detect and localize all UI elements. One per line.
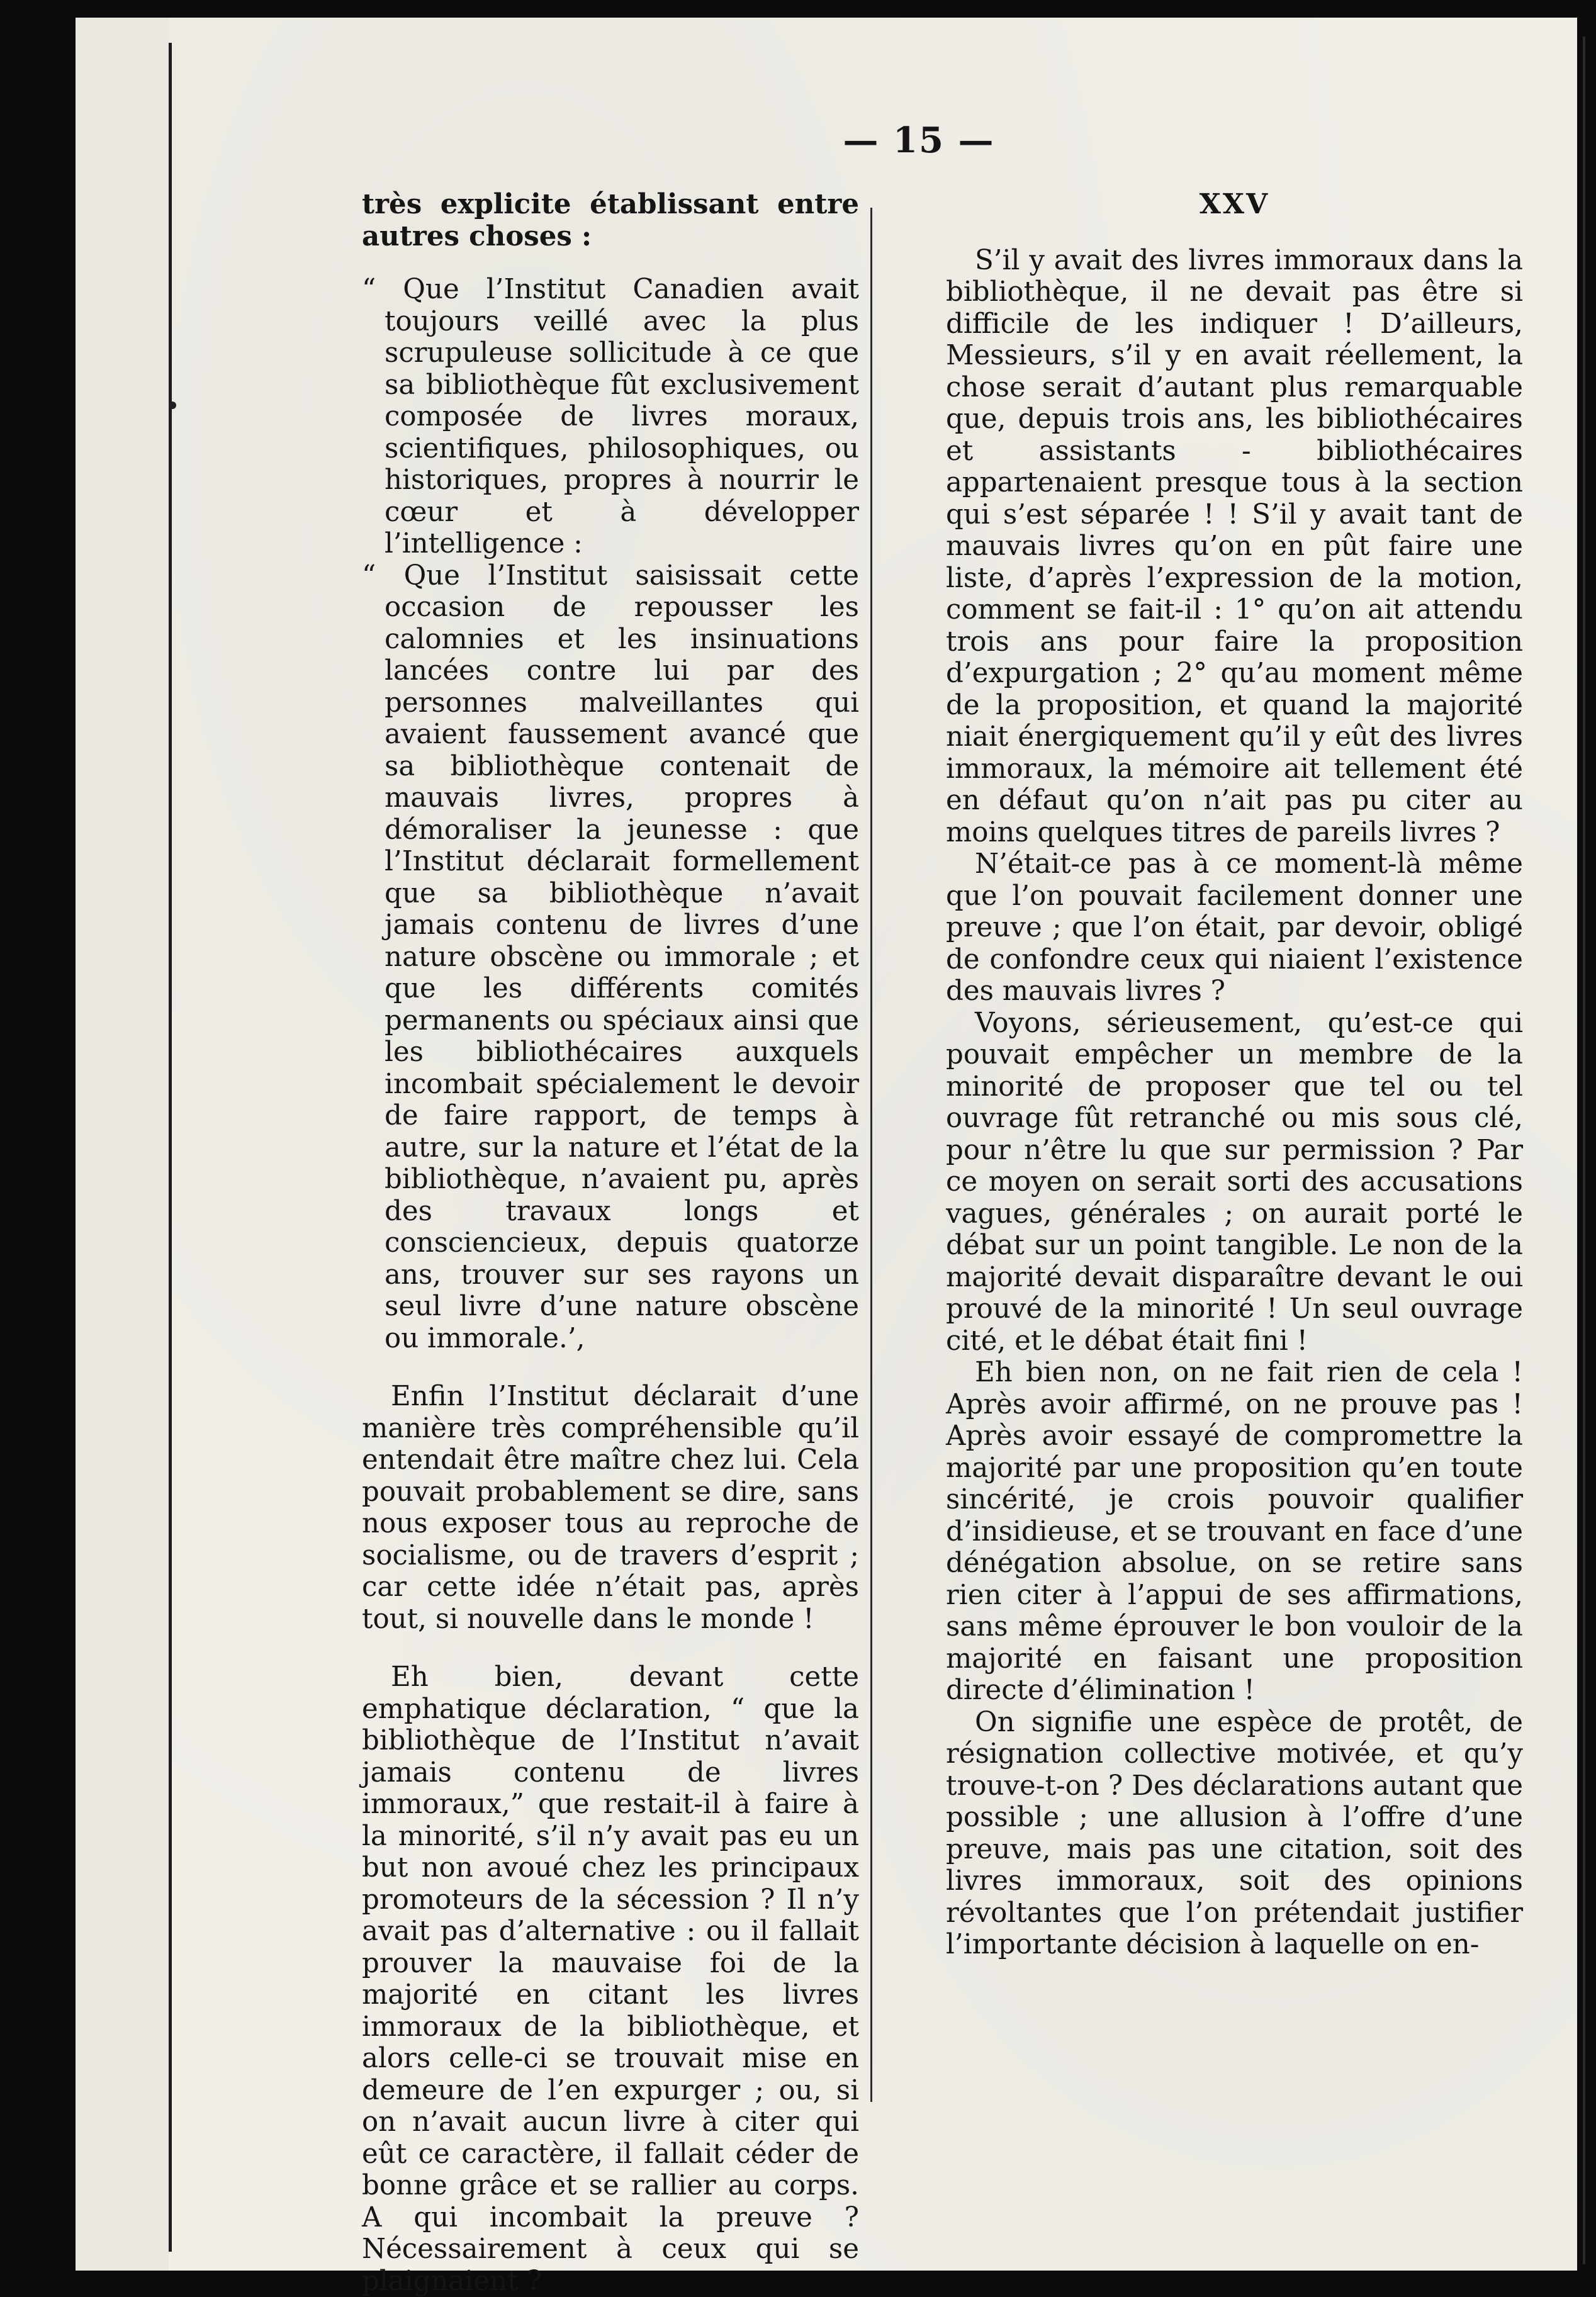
quote-paragraph: “ Que l’Institut saisissait cette occasion de repousser les calomnies et les insinuations lancées contre lui par des personnes malveillantes qui avaient faussement avancé que sa bibliothèque contenait de mauvais livres, propres à démoraliser la jeunesse : que l’Institut déclarait formellement que sa bibliothèque n’avait jamais contenu de livres d’une nature obscène ou immorale ; et que les différents comités permanents ou spéciaux ainsi que les bibliothécaires auxquels incombait spécialement le devoir de faire rapport, de temps à autre, sur la nature et l’état de la bibliothèque, n’avaient pu, après des travaux longs et consciencieux, depuis quatorze ans, trouver sur ses rayons un seul livre d’une nature obscène ou immorale.’, [362, 559, 859, 1354]
body-paragraph: N’était-ce pas à ce moment-là même que l’on pouvait facilement donner une preuve ; que l’on était, par devoir, obligé de confondre ceux qui niaient l’existence des mauvais livres ? [946, 848, 1523, 1007]
margin-ink-dot [169, 402, 176, 409]
body-paragraph: Voyons, sérieusement, qu’est-ce qui pouvait empêcher un membre de la minorité de proposer que tel ou tel ouvrage fût retranché ou mis sous clé, pour n’être lu que sur permission ? Par ce moyen on serait sorti des accusations vagues, générales ; on aurait porté le débat sur un point tangible. Le non de la majorité devait disparaître devant le oui prouvé de la minorité ! Un seul ouvrage cité, et le débat était fini ! [946, 1007, 1523, 1357]
page-gutter-shadow [169, 43, 172, 2252]
section-heading: XXV [1199, 188, 1270, 220]
column-divider [870, 208, 872, 2102]
facing-page-edge [76, 18, 169, 2271]
page-right-edge [1583, 37, 1585, 2264]
left-column [362, 189, 859, 2297]
body-paragraph: Enfin l’Institut déclarait d’une manière très compréhensible qu’il entendait être maître chez lui. Cela pouvait probablement se dire, sans nous exposer tous au reproche de socialisme, ou de travers d’esprit ; car cette idée n’était pas, après tout, si nouvelle dans le monde ! [362, 1381, 859, 1635]
body-paragraph: Eh bien, devant cette emphatique déclaration, “ que la bibliothèque de l’Institut n’avait jamais contenu de livres immoraux,” que restait-il à faire à la minorité, s’il n’y avait pas eu un but non avoué chez les principaux promoteurs de la sécession ? Il n’y avait pas d’alternative : ou il fallait prouver la mauvaise foi de la majorité en citant les livres immoraux de la bibliothèque, et alors celle-ci se trouvait mise en demeure de l’en expurger ; ou, si on n’avait aucun livre à citer qui eût ce caractère, il fallait céder de bonne grâce et se rallier au corps. A qui incombait la preuve ? Nécessairement à ceux qui se plaignaient ? [362, 1661, 859, 2297]
body-paragraph: Eh bien non, on ne fait rien de cela ! Après avoir affirmé, on ne prouve pas ! Après avoir essayé de compromettre la majorité par une proposition qu’en toute sincérité, je crois pouvoir qualifier d’insidieuse, et se trouvant en face d’une dénégation absolue, on se retire sans rien citer à l’appui de ses affirmations, sans même éprouver le bon vouloir de la majorité en faisant une proposition directe d’élimination ! [946, 1357, 1523, 1706]
body-paragraph: On signifie une espèce de protêt, de résignation collective motivée, et qu’y trouve-t-on ? Des déclarations autant que possible ; une allusion à l’offre d’une preuve, mais pas une citation, soit des livres immoraux, soit des opinions révoltantes que l’on prétendait justifier l’importante décision à laquelle on en- [946, 1706, 1523, 1960]
intro-line: très explicite établissant entre autres choses : [362, 188, 859, 252]
quote-paragraph: “ Que l’Institut Canadien avait toujours veillé avec la plus scrupuleuse sollicitude à ce que sa bibliothèque fût exclusivement composée de livres moraux, scientifiques, philosophiques, ou historiques, propres à nourrir le cœur et à développer l’intelligence : [362, 274, 859, 559]
right-column [946, 189, 1523, 1961]
page-number: — 15 — [843, 120, 995, 161]
body-paragraph: S’il y avait des livres immoraux dans la bibliothèque, il ne devait pas être si difficile de les indiquer ! D’ailleurs, Messieurs, s’il y en avait réellement, la chose serait d’autant plus remarquable que, depuis trois ans, les bibliothécaires et assistants - bibliothécaires appartenaient presque tous à la section qui s’est séparée ! ! S’il y avait tant de mauvais livres qu’on en pût faire une liste, d’après l’expression de la motion, comment se fait-il : 1° qu’on ait attendu trois ans pour faire la proposition d’expurgation ; 2° qu’au moment même de la proposition, et quand la majorité niait énergiquement qu’il y eût des livres immoraux, la mémoire ait tellement été en défaut qu’on n’ait pas pu citer au moins quelques titres de pareils livres ? [946, 244, 1523, 848]
